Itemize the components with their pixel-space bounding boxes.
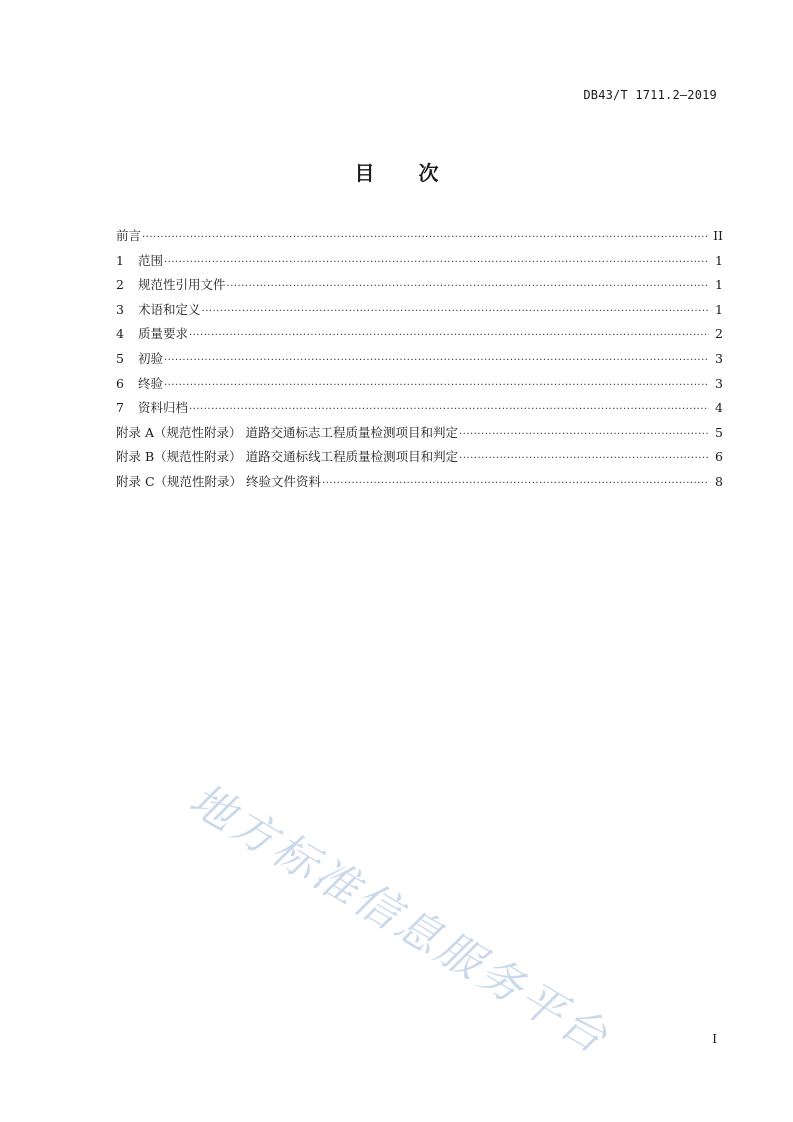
leader-dots — [189, 404, 709, 415]
toc-entry-preface[interactable] — [116, 226, 723, 251]
toc-title — [0, 157, 793, 186]
toc-entry-label: 附录 B（规范性附录） 道路交通标线工程质量检测项目和判定 — [116, 449, 459, 465]
toc-entry-page: 3 — [715, 375, 723, 391]
toc-entry-label: 术语和定义 — [138, 301, 201, 317]
toc-entry-page: 4 — [715, 400, 723, 416]
toc-entry-number: 3 — [116, 301, 124, 317]
toc-entry-label: 规范性引用文件 — [138, 277, 226, 293]
toc-entry-number: 1 — [116, 252, 124, 268]
toc-entry-number: 4 — [116, 326, 124, 342]
leader-dots — [202, 306, 709, 317]
toc-entry-archiving[interactable] — [116, 398, 723, 423]
watermark: 地方标准信息服务平台 — [180, 773, 619, 1065]
toc-entry-terms[interactable] — [116, 300, 723, 325]
toc-entry-quality-requirements[interactable] — [116, 324, 723, 349]
toc-entry-label: 附录 A（规范性附录） 道路交通标志工程质量检测项目和判定 — [116, 424, 458, 440]
toc-title-char-2: 次 — [418, 161, 439, 185]
toc-entry-appendix-c[interactable] — [116, 472, 723, 497]
toc-entry-page: 1 — [715, 277, 723, 293]
toc-entry-appendix-a[interactable] — [116, 423, 723, 448]
toc-entry-label: 范围 — [138, 252, 164, 268]
toc-entry-page: 1 — [715, 252, 723, 268]
leader-dots — [164, 257, 709, 268]
table-of-contents — [116, 226, 723, 497]
toc-entry-number: 7 — [116, 400, 124, 416]
toc-entry-label: 初验 — [138, 350, 164, 366]
toc-entry-label: 质量要求 — [138, 326, 189, 342]
toc-entry-page: 1 — [715, 301, 723, 317]
leader-dots — [189, 330, 709, 341]
toc-entry-number: 5 — [116, 350, 124, 366]
toc-entry-label: 附录 C（规范性附录） 终验文件资料 — [116, 473, 322, 489]
page-number: I — [712, 1032, 717, 1046]
toc-entry-final-acceptance[interactable] — [116, 374, 723, 399]
leader-dots — [459, 429, 709, 440]
toc-entry-page: 8 — [715, 473, 723, 489]
leader-dots — [142, 232, 709, 243]
toc-entry-number: 6 — [116, 375, 124, 391]
toc-entry-initial-acceptance[interactable] — [116, 349, 723, 374]
toc-entry-scope[interactable] — [116, 251, 723, 276]
toc-entry-label: 终验 — [138, 375, 164, 391]
toc-entry-normative-references[interactable] — [116, 275, 723, 300]
toc-entry-page: II — [713, 228, 723, 243]
toc-entry-appendix-b[interactable] — [116, 447, 723, 472]
toc-entry-page: 6 — [715, 449, 723, 465]
leader-dots — [227, 281, 709, 292]
toc-entry-page: 3 — [715, 350, 723, 366]
leader-dots — [459, 453, 709, 464]
toc-entry-page: 2 — [715, 326, 723, 342]
toc-entry-label: 前言 — [116, 228, 142, 243]
toc-title-char-1: 目 — [354, 161, 375, 185]
toc-entry-label: 资料归档 — [138, 400, 189, 416]
leader-dots — [164, 380, 709, 391]
toc-entry-number: 2 — [116, 277, 124, 293]
leader-dots — [322, 478, 709, 489]
standard-code: DB43/T 1711.2—2019 — [583, 88, 717, 102]
toc-entry-page: 5 — [715, 424, 723, 440]
leader-dots — [164, 355, 709, 366]
